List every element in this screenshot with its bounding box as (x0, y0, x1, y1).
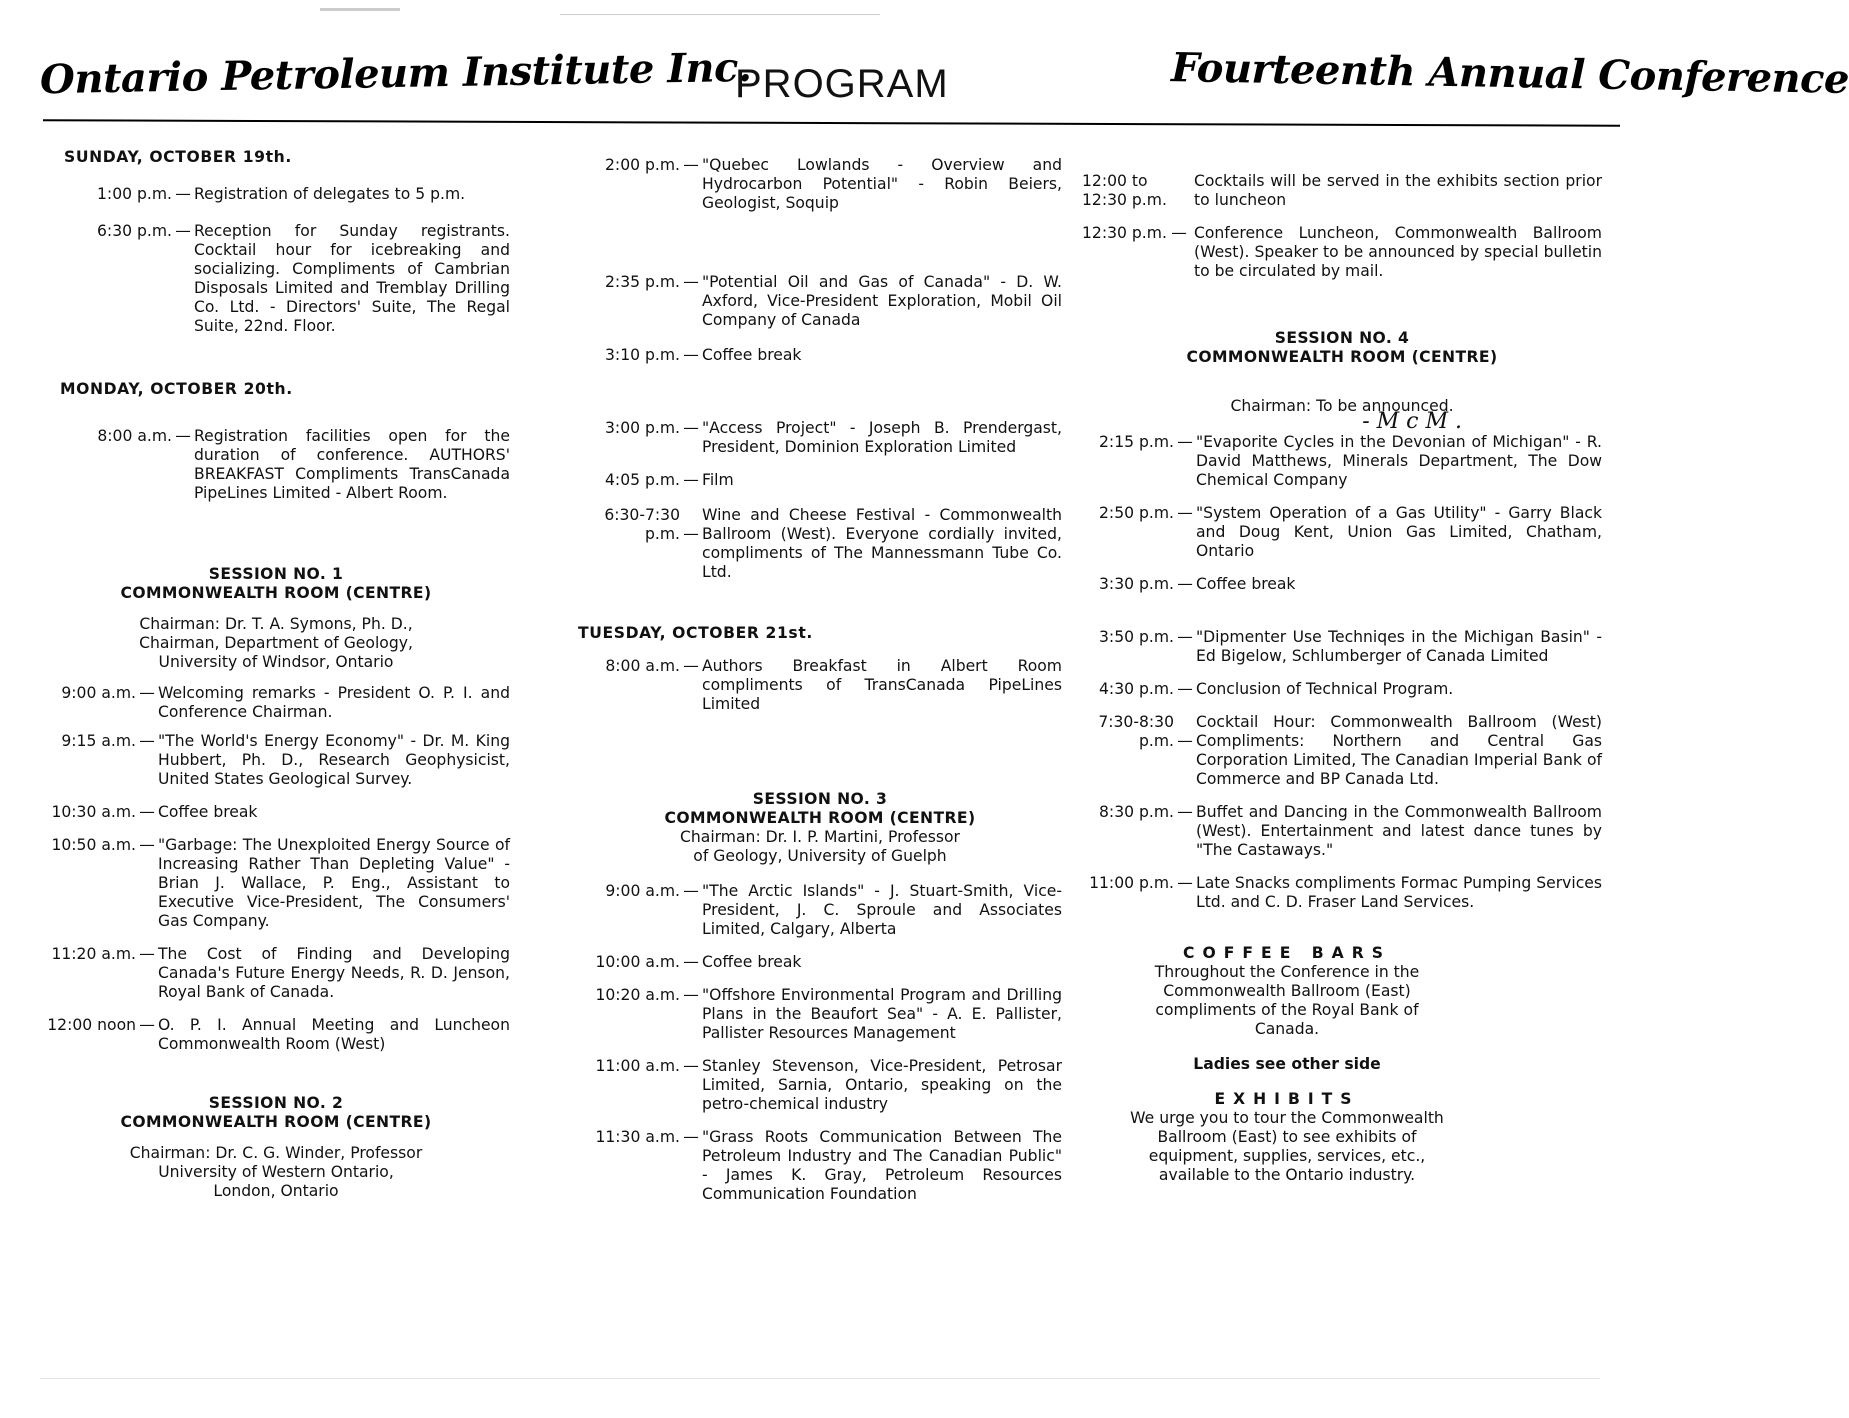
entry-dash: — (683, 1057, 699, 1075)
entry-dash: — (683, 882, 699, 900)
entry-time: 10:50 a.m. (51, 836, 136, 854)
entry-text: "System Operation of a Gas Utility" - Garry Black and Doug Kent, Union Gas Limited, Chatham, Ontario (1196, 504, 1602, 560)
entry-dash: — (139, 1016, 155, 1034)
schedule-entry (42, 684, 510, 722)
session-2-chair: Chairman: Dr. C. G. Winder, Professor (129, 1144, 423, 1162)
coffee-bars-text: Throughout the Conference in the Commonwealth Ballroom (East) compliments of the Royal Bank of Canada. (1154, 963, 1420, 1038)
session-2-chair: London, Ontario (213, 1182, 339, 1200)
entry-text: The Cost of Finding and Developing Canada's Future Energy Needs, R. D. Jenson, Royal Bank of Canada. (158, 945, 510, 1001)
entry-dash: — (1177, 504, 1193, 522)
entry-time: 4:05 p.m. (605, 471, 680, 489)
session-1-chair: Chairman: Dr. T. A. Symons, Ph. D., (139, 615, 413, 633)
entry-text: Coffee break (1196, 575, 1296, 593)
entry-time: 12:30 p.m. (1082, 224, 1167, 242)
entry-time: 3:00 p.m. (605, 419, 680, 437)
entry-dash: — (175, 222, 191, 240)
schedule-entry (578, 657, 1062, 714)
schedule-entry (42, 803, 510, 822)
session-1-room: COMMONWEALTH ROOM (CENTRE) (120, 584, 432, 602)
entry-time: 3:10 p.m. (605, 346, 680, 364)
entry-text: "Access Project" - Joseph B. Prendergast, President, Dominion Exploration Limited (702, 419, 1062, 456)
session-2-title: SESSION NO. 2 (208, 1094, 344, 1112)
entry-time: 11:00 p.m. (1089, 874, 1174, 892)
coffee-bars-heading: COFFEE BARS (1183, 944, 1391, 962)
session-3-room: COMMONWEALTH ROOM (CENTRE) (664, 809, 976, 827)
entry-time: 9:00 a.m. (605, 882, 680, 900)
session-2-room: COMMONWEALTH ROOM (CENTRE) (120, 1113, 432, 1131)
exhibits-heading: EXHIBITS (1214, 1090, 1360, 1108)
entry-dash: — (683, 1128, 699, 1146)
entry-dash: — (175, 427, 191, 445)
entry-dash: — (1177, 732, 1193, 750)
entry-dash: — (139, 803, 155, 821)
session-1-chair: Chairman, Department of Geology, (139, 634, 413, 652)
schedule-entry (578, 1057, 1062, 1114)
entry-dash: — (139, 732, 155, 750)
entry-text: Stanley Stevenson, Vice-President, Petrosar Limited, Sarnia, Ontario, speaking on the petro-chemical industry (702, 1057, 1062, 1113)
schedule-entry (1082, 680, 1602, 699)
entry-time: 7:30-8:30 p.m. (1098, 713, 1174, 750)
entry-text: Buffet and Dancing in the Commonwealth Ballroom (West). Entertainment and latest dance tunes by "The Castaways." (1196, 803, 1602, 859)
scan-mark (560, 14, 880, 15)
entry-dash: — (683, 156, 699, 174)
schedule-entry (42, 836, 510, 931)
exhibits-text: We urge you to tour the Commonwealth Ballroom (East) to see exhibits of equipment, supplies, services, etc., available to the Ontario industry. (1130, 1109, 1444, 1184)
schedule-entry (588, 273, 1062, 330)
entry-time: 2:35 p.m. (605, 273, 680, 291)
entry-text: Registration of delegates to 5 p.m. (194, 185, 466, 203)
entry-time: 11:20 a.m. (51, 945, 136, 963)
schedule-entry (62, 222, 510, 336)
entry-time: 9:15 a.m. (61, 732, 136, 750)
entry-text: Coffee break (702, 346, 802, 364)
schedule-entry (1082, 172, 1602, 210)
schedule-entry (588, 346, 1062, 365)
ladies-note: Ladies see other side (1193, 1055, 1381, 1073)
entry-time: 3:50 p.m. (1099, 628, 1174, 646)
entry-text: Conference Luncheon, Commonwealth Ballroom (West). Speaker to be announced by special bulletin to be circulated by mail. (1194, 224, 1602, 280)
entry-time: 6:30 p.m. (97, 222, 172, 240)
entry-dash: — (1177, 575, 1193, 593)
entry-dash: — (139, 684, 155, 702)
entry-time: 3:30 p.m. (1099, 575, 1174, 593)
day-heading-monday: MONDAY, OCTOBER 20th. (60, 380, 293, 398)
entry-text: "Offshore Environmental Program and Drilling Plans in the Beaufort Sea" - A. E. Pallister, Pallister Resources Management (702, 986, 1062, 1042)
schedule-entry (62, 185, 510, 204)
entry-time: 12:00 noon (47, 1016, 136, 1034)
entry-dash: — (683, 273, 699, 291)
entry-text: "Grass Roots Communication Between The Petroleum Industry and The Canadian Public" - James K. Gray, Petroleum Resources Communication Foundation (702, 1128, 1062, 1203)
entry-dash: — (683, 419, 699, 437)
schedule-entry (578, 986, 1062, 1043)
day-heading-sunday: SUNDAY, OCTOBER 19th. (64, 148, 292, 166)
entry-dash: — (1171, 224, 1187, 242)
entry-dash: — (683, 346, 699, 364)
entry-time: 11:00 a.m. (595, 1057, 680, 1075)
entry-text: "Potential Oil and Gas of Canada" - D. W. Axford, Vice-President Exploration, Mobil Oil Company of Canada (702, 273, 1062, 329)
entry-text: Conclusion of Technical Program. (1196, 680, 1454, 698)
schedule-entry (1082, 575, 1602, 594)
entry-dash: — (683, 953, 699, 971)
entry-text: Coffee break (158, 803, 258, 821)
entry-dash: — (1177, 680, 1193, 698)
session-4-chair: Chairman: To be announced. (1230, 397, 1454, 415)
entry-dash: — (683, 471, 699, 489)
schedule-entry (578, 953, 1062, 972)
scan-mark (320, 8, 400, 11)
entry-time: 10:00 a.m. (595, 953, 680, 971)
entry-text: Cocktails will be served in the exhibits section prior to luncheon (1194, 172, 1602, 209)
entry-dash: — (683, 657, 699, 675)
session-3-title: SESSION NO. 3 (752, 790, 888, 808)
entry-time: 11:30 a.m. (595, 1128, 680, 1146)
schedule-entry (1082, 504, 1602, 561)
entry-time: 8:00 a.m. (97, 427, 172, 445)
program-title: PROGRAM (735, 62, 949, 106)
entry-dash: — (683, 525, 699, 543)
entry-dash: — (1177, 433, 1193, 451)
entry-text: Cocktail Hour: Commonwealth Ballroom (West) Compliments: Northern and Central Gas Corporation Limited, The Canadian Imperial Bank of Commerce and BP Canada Ltd. (1196, 713, 1602, 788)
entry-time: 12:00 to 12:30 p.m. (1082, 172, 1167, 209)
day-heading-tuesday: TUESDAY, OCTOBER 21st. (578, 624, 813, 642)
session-4-room: COMMONWEALTH ROOM (CENTRE) (1186, 348, 1498, 366)
entry-dash: — (683, 986, 699, 1004)
entry-text: Authors Breakfast in Albert Room compliments of TransCanada PipeLines Limited (702, 657, 1062, 713)
scan-mark (40, 1378, 1600, 1379)
entry-text: "Dipmenter Use Techniqes in the Michigan Basin" - Ed Bigelow, Schlumberger of Canada Limited (1196, 628, 1602, 665)
entry-time: 4:30 p.m. (1099, 680, 1174, 698)
schedule-entry (578, 1128, 1062, 1204)
session-3-chair: of Geology, University of Guelph (693, 847, 947, 865)
entry-text: O. P. I. Annual Meeting and Luncheon Commonwealth Room (West) (158, 1016, 510, 1053)
entry-text: Late Snacks compliments Formac Pumping Services Ltd. and C. D. Fraser Land Services. (1196, 874, 1602, 911)
schedule-entry (588, 156, 1062, 213)
entry-time: 2:15 p.m. (1099, 433, 1174, 451)
entry-text: Coffee break (702, 953, 802, 971)
session-1-title: SESSION NO. 1 (208, 565, 344, 583)
entry-text: Film (702, 471, 734, 489)
entry-dash: — (139, 945, 155, 963)
column-3 (1082, 148, 1602, 1185)
entry-time: 1:00 p.m. (97, 185, 172, 203)
entry-time: 2:50 p.m. (1099, 504, 1174, 522)
schedule-entry (1082, 628, 1602, 666)
entry-text: "Garbage: The Unexploited Energy Source of Increasing Rather Than Depleting Value" - Brian J. Wallace, P. Eng., Assistant to Executive Vice-President, The Consumers' Gas Company. (158, 836, 510, 930)
entry-text: Registration facilities open for the duration of conference. AUTHORS' BREAKFAST Compliments TransCanada PipeLines Limited - Albert Room. (194, 427, 510, 502)
schedule-entry (42, 945, 510, 1002)
entry-dash: — (1177, 803, 1193, 821)
schedule-entry (62, 427, 510, 503)
session-2-chair: University of Western Ontario, (158, 1163, 394, 1181)
entry-dash: — (139, 836, 155, 854)
entry-time: 8:30 p.m. (1099, 803, 1174, 821)
entry-text: "Quebec Lowlands - Overview and Hydrocarbon Potential" - Robin Beiers, Geologist, Soquip (702, 156, 1062, 212)
entry-text: Reception for Sunday registrants. Cocktail hour for icebreaking and socializing. Compliments of Cambrian Disposals Limited and Tremblay Drilling Co. Ltd. - Directors' Suite, The Regal Suite, 22nd. Floor. (194, 222, 510, 335)
entry-time: 10:30 a.m. (51, 803, 136, 821)
schedule-entry (1082, 433, 1602, 490)
handwritten-initials-signature: - M c M . (1362, 409, 1462, 434)
schedule-entry (582, 471, 1062, 490)
entry-text: "The Arctic Islands" - J. Stuart-Smith, Vice-President, J. C. Sproule and Associates Limited, Calgary, Alberta (702, 882, 1062, 938)
session-4-title: SESSION NO. 4 (1274, 329, 1410, 347)
schedule-entry (582, 419, 1062, 457)
column-1 (42, 148, 510, 1201)
institute-name: Ontario Petroleum Institute Inc. (39, 43, 752, 104)
entry-text: "Evaporite Cycles in the Devonian of Michigan" - R. David Matthews, Minerals Department, The Dow Chemical Company (1196, 433, 1602, 489)
entry-time: 2:00 p.m. (605, 156, 680, 174)
entry-text: "The World's Energy Economy" - Dr. M. King Hubbert, Ph. D., Research Geophysicist, United States Geological Survey. (158, 732, 510, 788)
session-1-chair: University of Windsor, Ontario (158, 653, 394, 671)
schedule-entry (1082, 224, 1602, 281)
schedule-entry (578, 882, 1062, 939)
entry-time: 6:30-7:30 p.m. (604, 506, 680, 543)
entry-dash: — (1177, 628, 1193, 646)
schedule-entry (582, 506, 1062, 582)
entry-dash: — (175, 185, 191, 203)
entry-text: Wine and Cheese Festival - Commonwealth Ballroom (West). Everyone cordially invited, compliments of The Mannessmann Tube Co. Ltd. (702, 506, 1062, 581)
schedule-entry (42, 1016, 510, 1054)
column-2 (578, 148, 1062, 1204)
schedule-entry (1082, 874, 1602, 912)
entry-time: 9:00 a.m. (61, 684, 136, 702)
schedule-entry (42, 732, 510, 789)
entry-text: Welcoming remarks - President O. P. I. and Conference Chairman. (158, 684, 510, 721)
session-3-chair: Chairman: Dr. I. P. Martini, Professor (680, 828, 960, 846)
schedule-entry (1082, 803, 1602, 860)
conference-title: Fourteenth Annual Conference (1170, 44, 1849, 103)
entry-time: 8:00 a.m. (605, 657, 680, 675)
entry-time: 10:20 a.m. (595, 986, 680, 1004)
entry-dash: — (1177, 874, 1193, 892)
schedule-entry (1082, 713, 1602, 789)
